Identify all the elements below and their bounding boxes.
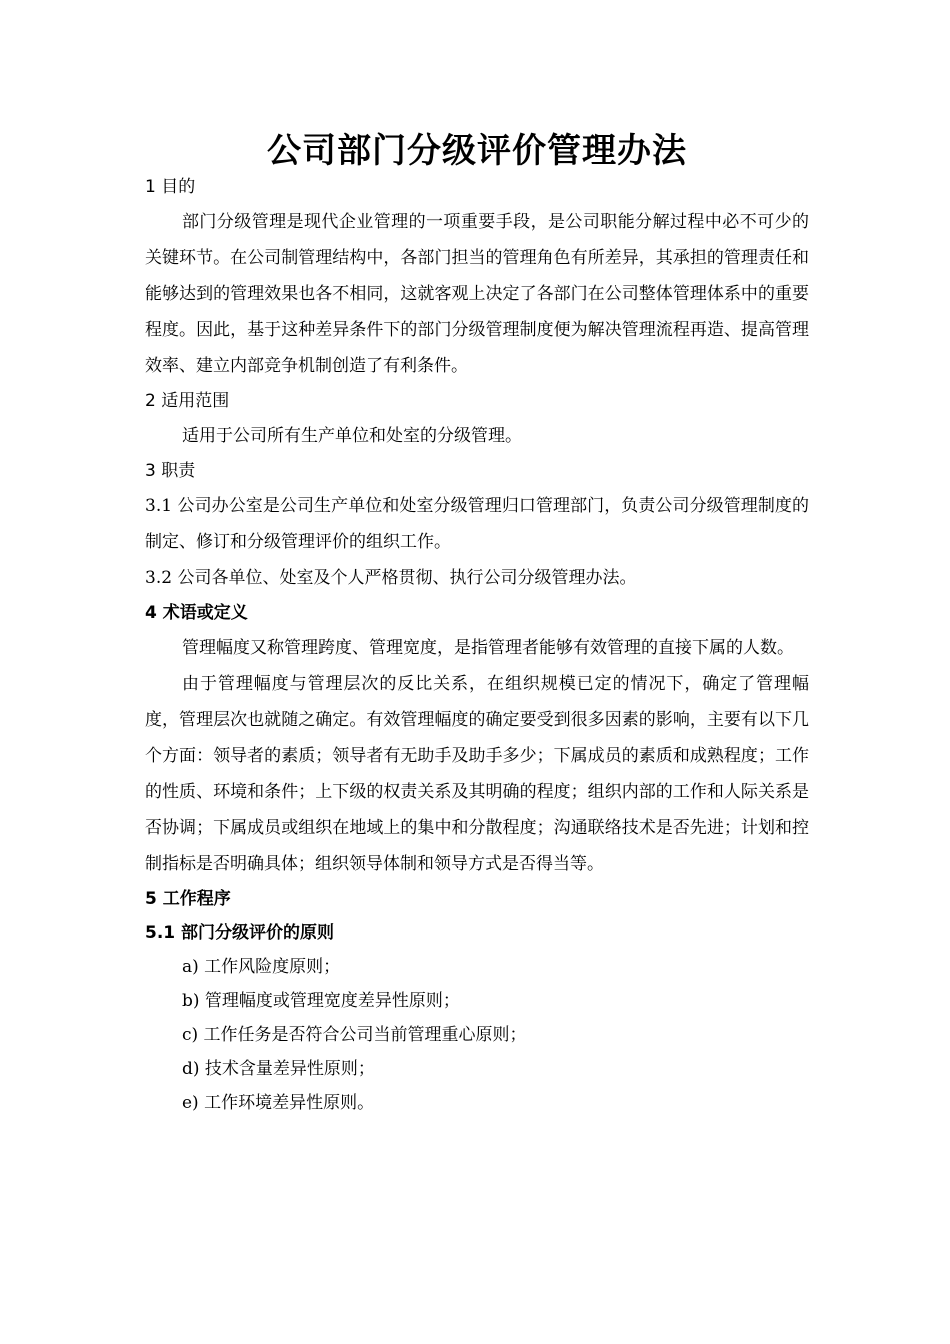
list-item: d) 技术含量差异性原则； [182,1059,375,1079]
section-heading-procedure: 5 工作程序 [145,889,231,909]
list-item: a) 工作风险度原则； [182,957,341,977]
document-body [145,170,809,1120]
section-paragraph: 3.1 公司办公室是公司生产单位和处室分级管理归口管理部门，负责公司分级管理制度的制定、修订和分级管理评价的组织工作。 [145,496,809,552]
list-item: c) 工作任务是否符合公司当前管理重心原则； [182,1025,527,1045]
section-heading-purpose: 1 目的 [145,177,196,197]
list-item: b) 管理幅度或管理宽度差异性原则； [182,991,460,1011]
section-paragraph: 管理幅度又称管理跨度、管理宽度，是指管理者能够有效管理的直接下属的人数。 [182,638,794,658]
section-paragraph: 3.2 公司各单位、处室及个人严格贯彻、执行公司分级管理办法。 [145,568,637,588]
section-paragraph: 适用于公司所有生产单位和处室的分级管理。 [182,426,522,446]
subsection-heading-principles: 5.1 部门分级评价的原则 [145,923,335,943]
section-heading-terms: 4 术语或定义 [145,603,248,623]
section-heading-scope: 2 适用范围 [145,391,230,411]
section-paragraph: 部门分级管理是现代企业管理的一项重要手段，是公司职能分解过程中必不可少的关键环节。在公司制管理结构中，各部门担当的管理角色有所差异，其承担的管理责任和能够达到的管理效果也各不相同，这就客观上决定了各部门在公司整体管理体系中的重要程度。因此，基于这种差异条件下的部门分级管理制度便为解决管理流程再造、提高管理效率、建立内部竞争机制创造了有利条件。 [145,212,809,376]
section-heading-responsibilities: 3 职责 [145,461,196,481]
list-item: e) 工作环境差异性原则。 [182,1093,375,1113]
document-title: 公司部门分级评价管理办法 [267,131,687,171]
section-paragraph: 由于管理幅度与管理层次的反比关系，在组织规模已定的情况下，确定了管理幅度，管理层次也就随之确定。有效管理幅度的确定要受到很多因素的影响，主要有以下几个方面：领导者的素质；领导者有无助手及助手多少；下属成员的素质和成熟程度；工作的性质、环境和条件；上下级的权责关系及其明确的程度；组织内部的工作和人际关系是否协调；下属成员或组织在地域上的集中和分散程度；沟通联络技术是否先进；计划和控制指标是否明确具体；组织领导体制和领导方式是否得当等。 [145,674,809,874]
